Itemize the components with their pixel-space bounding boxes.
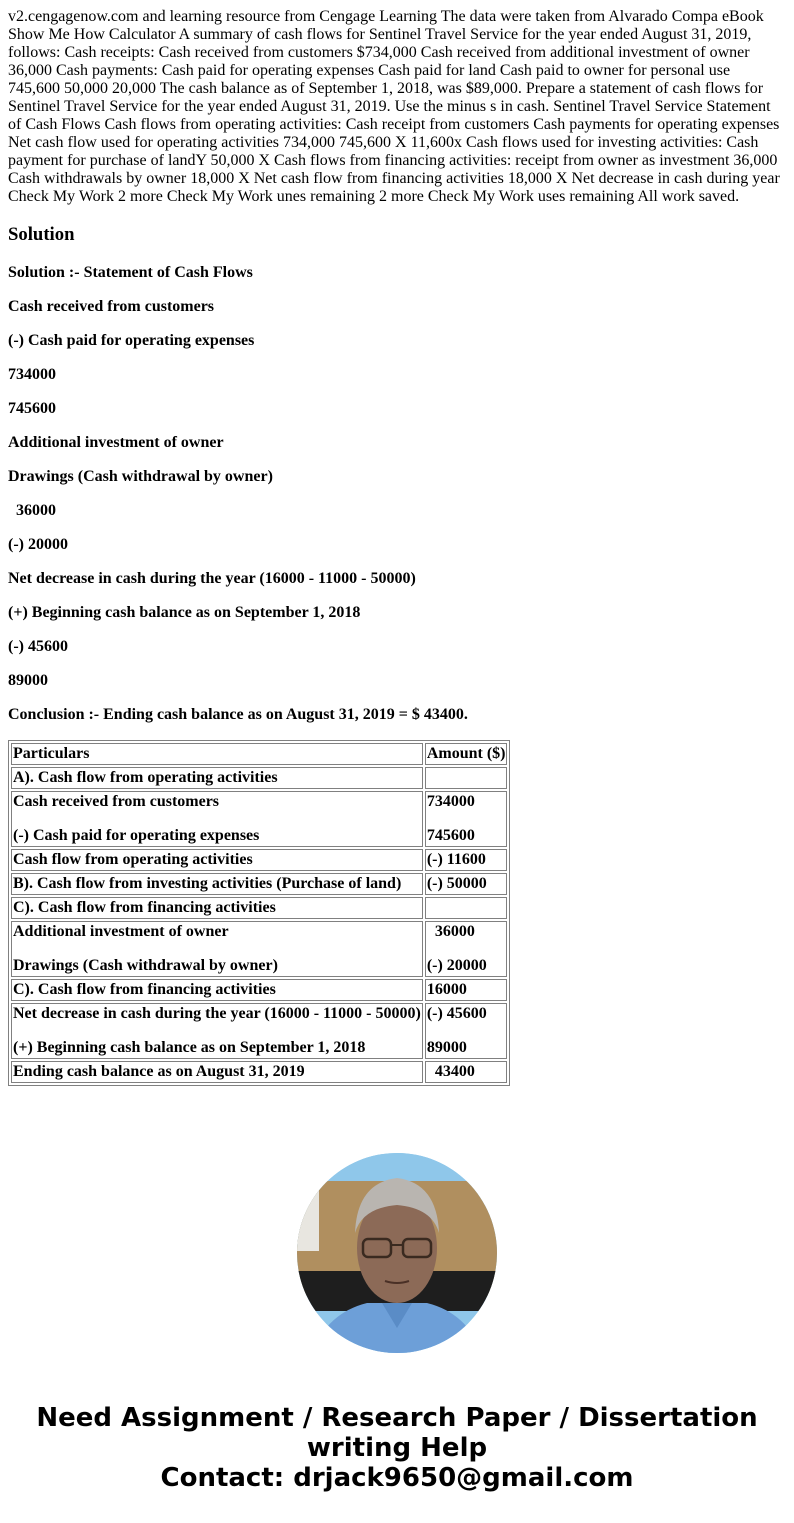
table-row [11, 849, 507, 871]
solution-line: (-) Cash paid for operating expenses [8, 332, 255, 349]
solution-line: Net decrease in cash during the year (16000 - 11000 - 50000) [8, 570, 416, 587]
solution-line: 734000 [8, 366, 56, 383]
particulars-cell: Net decrease in cash during the year (16000 - 11000 - 50000) (+) Beginning cash balance as on September 1, 2018 [11, 1003, 423, 1059]
particulars-cell: Cash received from customers (-) Cash paid for operating expenses [11, 791, 423, 847]
table-row [11, 873, 507, 895]
solution-line: Drawings (Cash withdrawal by owner) [8, 468, 273, 485]
particulars-cell: Cash flow from operating activities [11, 849, 423, 871]
amount-cell: 36000 (-) 20000 [425, 921, 508, 977]
table-header-row [11, 743, 507, 765]
solution-title: Solution :- Statement of Cash Flows [8, 264, 253, 281]
solution-line: 36000 [8, 502, 56, 519]
amount-cell: (-) 11600 [425, 849, 508, 871]
contact-banner [0, 1403, 794, 1493]
author-avatar [297, 1153, 497, 1353]
table-row [11, 921, 507, 977]
particulars-cell: C). Cash flow from financing activities [11, 979, 423, 1001]
amount-cell: 16000 [425, 979, 508, 1001]
table-row [11, 897, 507, 919]
table-row [11, 1061, 507, 1083]
solution-line: (+) Beginning cash balance as on September 1, 2018 [8, 604, 361, 621]
solution-line: Cash received from customers [8, 298, 215, 315]
contact-email: Contact: drjack9650@gmail.com [160, 1463, 634, 1493]
question-text: v2.cengagenow.com and learning resource from Cengage Learning The data were taken from Alvarado Compa eBook Show Me How Calculator A summary of cash flows for Sentinel Travel Service for the year ended August 31, 2019, follows: Cash receipts: Cash received from customers $734,000 Cash received from additional investment of owner 36,000 Cash payments: Cash paid for operating expenses Cash paid for land Cash paid to owner for personal use 745,600 50,000 20,000 The cash balance as of September 1, 2018, was $89,000. Prepare a statement of cash flows for Sentinel Travel Service for the year ended August 31, 2019. Use the minus s in cash. Sentinel Travel Service Statement of Cash Flows Cash flows from operating activities: Cash receipt from customers Cash payments for operating expenses Net cash flow used for operating activities 734,000 745,600 X 11,600x Cash flows used for investing activities: Cash payment for purchase of landY 50,000 X Cash flows from financing activities: receipt from owner as investment 36,000 Cash withdrawals by owner 18,000 X Net cash flow from financing activities 18,000 X Net decrease in cash during year Check My Work 2 more Check My Work unes remaining 2 more Check My Work uses remaining All work saved. [8, 8, 780, 205]
banner-line-2: writing Help [306, 1433, 488, 1463]
person-portrait-icon [297, 1153, 497, 1353]
particulars-cell: Ending cash balance as on August 31, 2019 [11, 1061, 423, 1083]
table-row [11, 791, 507, 847]
solution-line: 745600 [8, 400, 56, 417]
solution-line: 89000 [8, 672, 48, 689]
amount-cell: (-) 45600 89000 [425, 1003, 508, 1059]
avatar-photo [297, 1153, 497, 1353]
amount-cell: 43400 [425, 1061, 508, 1083]
solution-line: (-) 20000 [8, 536, 68, 553]
solution-line: Additional investment of owner [8, 434, 224, 451]
header-amount: Amount ($) [425, 743, 508, 765]
amount-cell [425, 767, 508, 789]
particulars-cell: A). Cash flow from operating activities [11, 767, 423, 789]
table-row [11, 767, 507, 789]
solution-heading: Solution [8, 224, 75, 245]
particulars-cell: Additional investment of owner Drawings (Cash withdrawal by owner) [11, 921, 423, 977]
table-row [11, 979, 507, 1001]
table-row [11, 1003, 507, 1059]
cash-flow-table [8, 740, 510, 1086]
conclusion: Conclusion :- Ending cash balance as on August 31, 2019 = $ 43400. [8, 706, 468, 723]
amount-cell: 734000 745600 [425, 791, 508, 847]
solution-line: (-) 45600 [8, 638, 68, 655]
particulars-cell: C). Cash flow from financing activities [11, 897, 423, 919]
particulars-cell: B). Cash flow from investing activities (Purchase of land) [11, 873, 423, 895]
header-particulars: Particulars [11, 743, 423, 765]
amount-cell [425, 897, 508, 919]
banner-line-1: Need Assignment / Research Paper / Dissertation [36, 1403, 758, 1433]
amount-cell: (-) 50000 [425, 873, 508, 895]
